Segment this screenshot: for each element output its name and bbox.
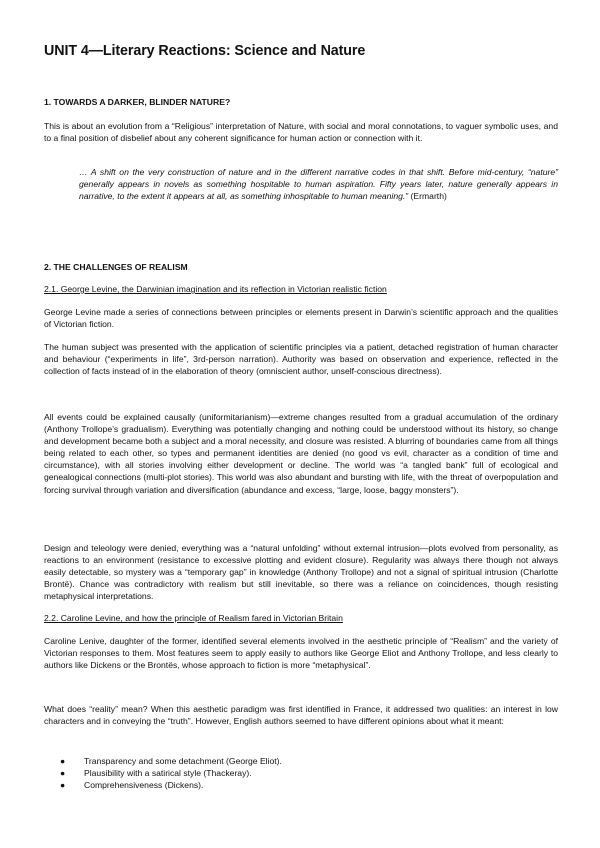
bullet-icon: ● [60,780,66,791]
paragraph-causality: All events could be explained causally (uniformitarianism)—extreme changes resulted from a gradual accumulation of the ordinary (Anthony Trollope’s gradualism). Everything was potentially changing and nothing could be understood without its history, so change and development became both a subject and a moral necessity, and closure was resisted. A blurring of boundaries came from all things being related to each other, so types and permanent identities are denied (no good vs evil, character as a condition of time and circumstance), with all stories involving either development or decline. The world was “a tangled bank” full of ecological and genealogical connections (multi-plot stories). This world was also abundant and bursting with life, with the threat of overpopulation and forcing survival through variation and diversification (abundance and excess, “large, loose, baggy monsters”). [44,412,558,495]
paragraph-human-subject: The human subject was presented with the application of scientific principles via a patient, detached registration of human character and behaviour (“experiments in life”, 3rd-person narration). Authority was based on observation and experience, reflected in the collection of facts instead of in the elaboration of theory (omniscient author, unself-conscious directness). [44,342,558,377]
list-item: ● Plausibility with a satirical style (Thackeray). [60,768,252,779]
paragraph-caroline-levine: Caroline Lenive, daughter of the former, identified several elements involved in the aesthetic principle of “Realism” and the variety of Victorian responses to them. Most features seem to apply easily to authors like George Eliot and Anthony Trollope, and less clearly to authors like Dickens or the Brontës, whose approach to fiction is more “metaphysical”. [44,636,558,671]
section-1-paragraph: This is about an evolution from a “Religious” interpretation of Nature, with social and moral connotations, to vaguer symbolic uses, and to a final position of disbelief about any coherent significance for human action or connection with it. [44,121,558,144]
quote-source: (Ermarth) [410,191,447,202]
bullet-icon: ● [60,768,66,779]
subsection-2-2-heading: 2.2. Caroline Levine, and how the principle of Realism fared in Victorian Britain [44,613,343,623]
section-1-heading: 1. TOWARDS A DARKER, BLINDER NATURE? [44,97,231,107]
paragraph-levine-intro: George Levine made a series of connections between principles or elements present in Darwin’s scientific approach and the qualities of Victorian fiction. [44,307,558,330]
paragraph-design-teleology: Design and teleology were denied, everything was a “natural unfolding” without external intrusion—plots evolved from personality, as reactions to an environment (resistance to excessive plotting and evident closure). Regularity was always there though not always easily detectable, so mystery was a “temporary gap” in knowledge (Anthony Trollope) and not a signal of spiritual intrusion (Charlotte Brontë). Chance was contradictory with realism but still inevitable, so there was a reliance on coincidences, though resisting metaphysical interpretations. [44,543,558,602]
list-item: ● Transparency and some detachment (George Eliot). [60,756,282,766]
list-item: ● Comprehensiveness (Dickens). [60,780,204,791]
paragraph-reality-meaning: What does “reality” mean? When this aesthetic paradigm was first identified in France, it addressed two qualities: an interest in low characters and in conveying the “truth”. However, English authors seemed to have different opinions about what it meant: [44,704,558,727]
ermarth-quote [79,166,558,202]
bullet-icon: ● [60,756,66,766]
realism-opinions-list [58,755,282,791]
quote-text: … A shift on the very construction of nature and in the different narrative codes in that shift. Before mid-century, “nature” generally appears in novels as something hospitable to human aspiration. Fifty years later, nature generally appears in narrative, to the extent it appears at all, as something inhospitable to human meaning.” [79,167,558,202]
subsection-2-1-heading: 2.1. George Levine, the Darwinian imagination and its reflection in Victorian realistic fiction [44,284,387,294]
section-2-heading: 2. THE CHALLENGES OF REALISM [44,262,188,272]
page-title: UNIT 4—Literary Reactions: Science and Nature [44,43,366,59]
